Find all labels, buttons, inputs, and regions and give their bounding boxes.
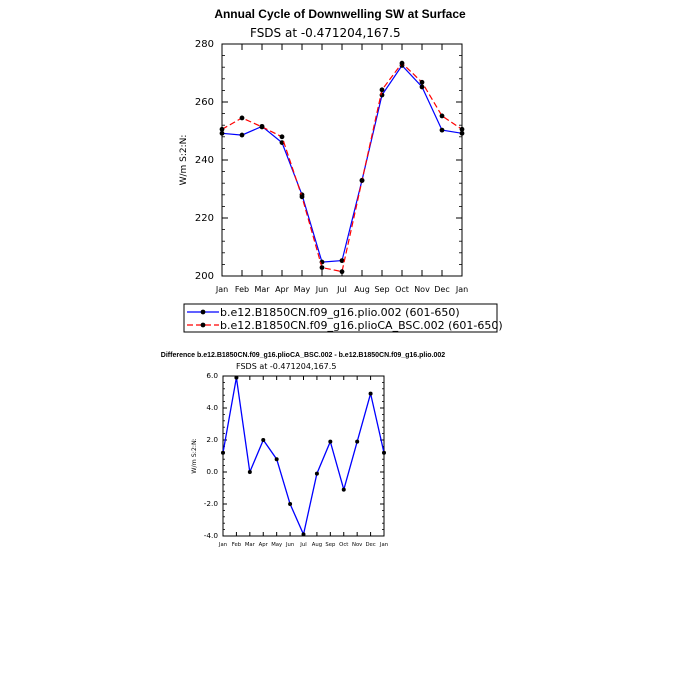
chart2-series-1-point: [328, 440, 332, 444]
chart1-y-tick-label: 200: [194, 271, 214, 283]
chart2-series-1-point: [275, 457, 279, 461]
chart2-x-tick-label: Nov: [351, 542, 363, 548]
chart2-x-tick-label: Aug: [311, 542, 323, 548]
chart2-series-1-point: [248, 470, 252, 474]
chart2-y-tick-label: -4.0: [203, 531, 218, 541]
chart1-y-tick-label: 220: [194, 213, 214, 225]
chart2-y-tick-label: 0.0: [206, 467, 218, 477]
chart1-x-tick-label: Nov: [414, 285, 430, 294]
chart1-series-2-point: [340, 269, 345, 274]
chart1-x-tick-label: Jan: [455, 285, 469, 294]
chart2-y-tick-label: 4.0: [206, 403, 218, 413]
chart1-series-2-point: [280, 134, 285, 139]
chart1-x-tick-label: Dec: [434, 285, 450, 294]
chart1-x-tick-label: Sep: [374, 285, 390, 294]
chart1-series-1-point: [240, 133, 245, 138]
chart1-series-2-point: [420, 80, 425, 85]
chart1-x-tick-label: May: [293, 285, 311, 294]
chart1-series-2-point: [320, 265, 325, 270]
chart1-series-2-point: [400, 61, 405, 66]
chart1-legend-label-2: b.e12.B1850CN.f09_g16.plioCA_BSC.002 (601-650): [220, 319, 503, 332]
chart1-legend-marker-1: [201, 310, 206, 315]
chart2-x-tick-label: Jan: [218, 542, 228, 548]
chart2-title: Difference b.e12.B1850CN.f09_g16.plioCA_BSC.002 - b.e12.B1850CN.f09_g16.plio.002: [160, 352, 446, 359]
chart2-x-tick-label: Feb: [231, 542, 242, 548]
chart2-series-1-point: [355, 440, 359, 444]
chart2-y-tick-label: -2.0: [203, 499, 218, 509]
chart1-x-tick-label: Jun: [315, 285, 329, 294]
chart1-series-2-point: [380, 87, 385, 92]
chart2-x-tick-label: Jul: [300, 542, 307, 548]
chart1-series-2-point: [360, 178, 365, 183]
chart1-series-2-point: [440, 114, 445, 119]
chart1-series-2-point: [240, 116, 245, 121]
chart2-y-axis-label: W/m S:2:N:: [191, 438, 198, 474]
chart2-x-tick-label: May: [271, 542, 283, 548]
chart1-series-1-point: [440, 128, 445, 133]
chart1-title: Annual Cycle of Downwelling SW at Surface: [214, 7, 466, 21]
chart1-y-axis-label: W/m S:2:N:: [179, 134, 189, 186]
chart2-subtitle: FSDS at -0.471204,167.5: [236, 362, 337, 371]
chart1-plot-frame: [222, 44, 462, 276]
chart1-series-1-line: [222, 66, 462, 263]
chart1-series-1-point: [340, 258, 345, 263]
chart2-y-tick-label: 6.0: [206, 371, 218, 381]
chart2-x-tick-label: Mar: [244, 542, 255, 548]
chart2-series-1-point: [382, 451, 386, 455]
chart1-x-tick-label: Feb: [234, 285, 250, 294]
chart1-series-2-point: [300, 194, 305, 199]
chart1-y-tick-label: 260: [194, 97, 214, 109]
chart1-subtitle: FSDS at -0.471204,167.5: [250, 26, 401, 40]
chart2-y-tick-label: 2.0: [206, 435, 218, 445]
chart1-y-tick-label: 240: [194, 155, 214, 167]
chart2-series-1-point: [302, 532, 306, 536]
chart1-x-tick-label: Oct: [395, 285, 409, 294]
chart1-x-tick-label: Jan: [215, 285, 229, 294]
chart1-legend-label-1: b.e12.B1850CN.f09_g16.plio.002 (601-650): [220, 306, 460, 319]
chart1-x-tick-label: Apr: [275, 285, 289, 294]
chart2-x-tick-label: Jan: [379, 542, 389, 548]
chart2-series-1-line: [223, 378, 384, 535]
chart2-x-tick-label: Apr: [258, 542, 268, 548]
chart2-series-1-point: [221, 451, 225, 455]
chart1-x-tick-label: Jul: [337, 285, 347, 294]
chart1-series-2-point: [220, 127, 225, 132]
chart2-x-tick-label: Sep: [325, 542, 336, 548]
chart1-series-2-point: [260, 125, 265, 130]
chart2-series-1-point: [288, 502, 292, 506]
chart2-series-1-point: [369, 392, 373, 396]
chart1-x-tick-label: Mar: [254, 285, 270, 294]
chart2-series-1-point: [261, 438, 265, 442]
chart2-series-1-point: [315, 472, 319, 476]
chart1-y-tick-label: 280: [194, 39, 214, 51]
chart2-series-1-point: [234, 376, 238, 380]
chart1-legend-marker-2: [201, 323, 206, 328]
chart2-series-1-point: [342, 488, 346, 492]
chart2-x-tick-label: Oct: [339, 542, 349, 548]
chart1-series-2-point: [460, 127, 465, 132]
chart2-x-tick-label: Dec: [365, 542, 376, 548]
chart1-x-tick-label: Aug: [354, 285, 370, 294]
chart1-series-1-point: [420, 85, 425, 90]
chart2-x-tick-label: Jun: [285, 542, 295, 548]
